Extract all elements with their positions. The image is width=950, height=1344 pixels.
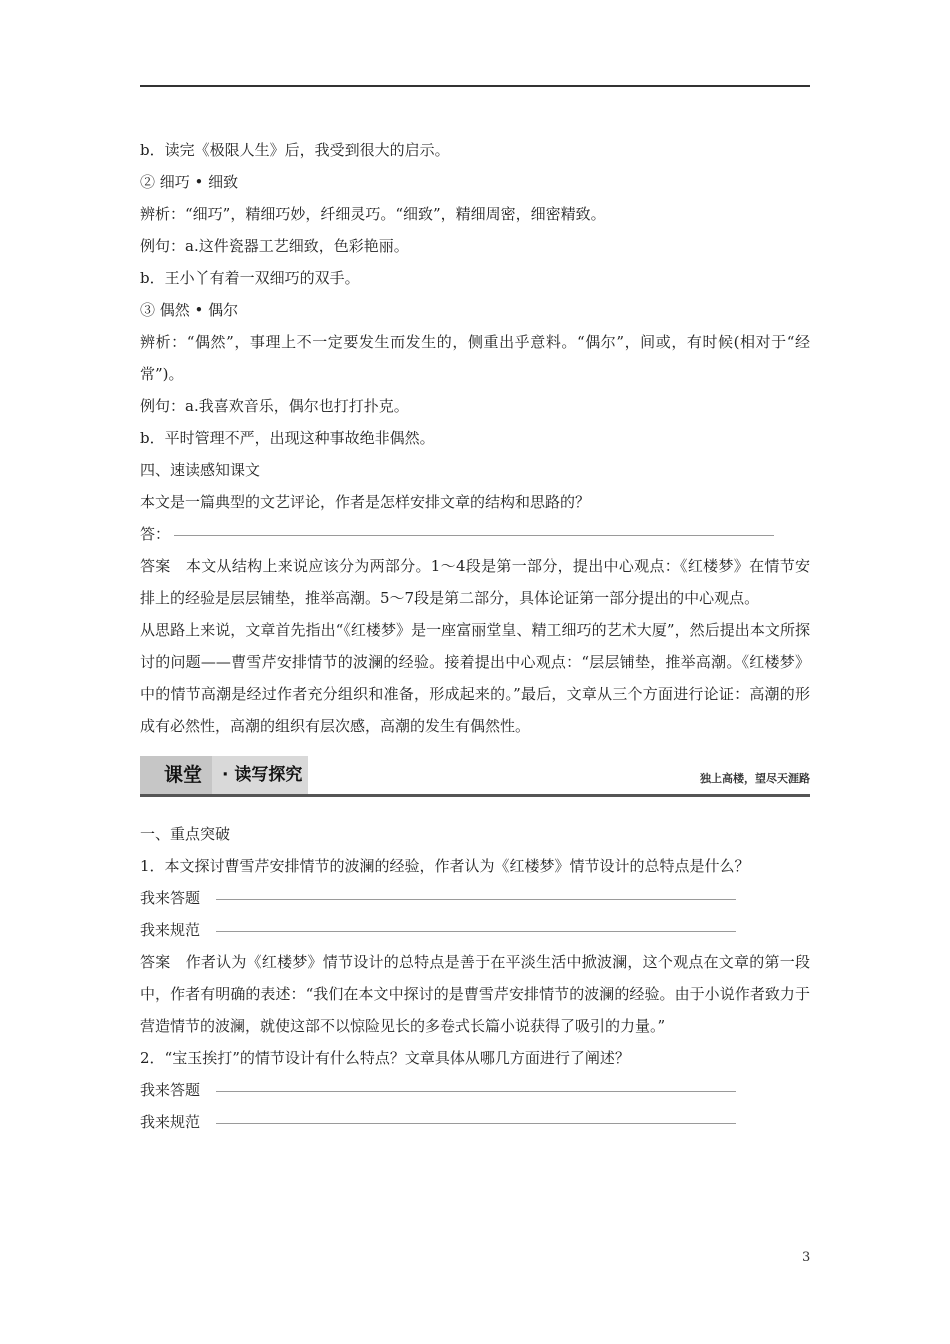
answer-paragraph-q1: 答案 作者认为《红楼梦》情节设计的总特点是善于在平淡生活中掀波澜，这个观点在文章的第一段中，作者有明确的表述：“我们在本文中探讨的是曹雪芹安排情节的波澜的经验。由于小说作者致力于营造情节的波澜，就使这部不以惊险见长的多卷式长篇小说获得了吸引的力量。” <box>140 953 810 1035</box>
header-rule <box>140 85 810 87</box>
analysis-paragraph: 辨析：“偶然”，事理上不一定要发生而发生的，侧重出乎意料。“偶尔”，间或，有时候(相对于“经常”)。 <box>140 333 810 383</box>
answer-row <box>140 882 810 914</box>
my-answer-label: 我来答题 <box>140 1081 201 1099</box>
text-line: 例句：a.我喜欢音乐，偶尔也打打扑克。 <box>140 397 409 415</box>
my-standard-blank[interactable] <box>216 931 736 932</box>
answer-row <box>140 1074 810 1106</box>
my-standard-blank[interactable] <box>216 1123 736 1124</box>
section-heading-focus: 一、重点突破 <box>140 825 231 843</box>
my-answer-blank[interactable] <box>216 1091 736 1092</box>
my-answer-label: 我来答题 <box>140 889 201 907</box>
banner-rule <box>140 794 810 797</box>
answer-blank[interactable] <box>174 535 774 536</box>
text-line: 辨析：“细巧”，精细巧妙，纤细灵巧。“细致”，精细周密，细密精致。 <box>140 205 606 223</box>
answer-paragraph: 答案 本文从结构上来说应该分为两部分。1～4段是第一部分，提出中心观点：《红楼梦》在情节安排上的经验是层层铺垫，推举高潮。5～7段是第二部分，具体论证第一部分提出的中心观点。 <box>140 557 810 607</box>
term-heading-ouran: ③ 偶然 • 偶尔 <box>140 301 239 319</box>
term-heading-xiqiao: ② 细巧 • 细致 <box>140 173 239 191</box>
section-heading-4: 四、速读感知课文 <box>140 461 261 479</box>
question-2: 2．“宝玉挨打”的情节设计有什么特点？文章具体从哪几方面进行了阐述？ <box>140 1049 630 1067</box>
answer-prompt: 答： <box>140 525 171 543</box>
standard-row <box>140 914 810 946</box>
section-banner <box>140 756 810 800</box>
page-content <box>140 134 810 1138</box>
text-line: b．王小丫有着一双细巧的双手。 <box>140 269 360 287</box>
my-standard-label: 我来规范 <box>140 1113 201 1131</box>
banner-subtitle: · 读写探究 <box>222 765 303 785</box>
question-1: 1．本文探讨曹雪芹安排情节的波澜的经验，作者认为《红楼梦》情节设计的总特点是什么？ <box>140 857 750 875</box>
text-line: b．读完《极限人生》后，我受到很大的启示。 <box>140 141 450 159</box>
text-line: 例句：a.这件瓷器工艺细致，色彩艳丽。 <box>140 237 409 255</box>
question-text: 本文是一篇典型的文艺评论，作者是怎样安排文章的结构和思路的？ <box>140 493 591 511</box>
answer-line <box>140 518 810 550</box>
answer-paragraph: 从思路上来说，文章首先指出“《红楼梦》是一座富丽堂皇、精工细巧的艺术大厦”，然后提出本文所探讨的问题——曹雪芹安排情节的波澜的经验。接着提出中心观点：“层层铺垫，推举高潮。《红楼梦》中的情节高潮是经过作者充分组织和准备，形成起来的。”最后，文章从三个方面进行论证：高潮的形成有必然性，高潮的组织有层次感，高潮的发生有偶然性。 <box>140 621 810 735</box>
standard-row <box>140 1106 810 1138</box>
banner-title: 课堂 <box>164 764 203 786</box>
my-standard-label: 我来规范 <box>140 921 201 939</box>
page-number: 3 <box>802 1250 811 1265</box>
banner-motto: 独上高楼，望尽天涯路 <box>700 772 810 785</box>
text-line: b．平时管理不严，出现这种事故绝非偶然。 <box>140 429 435 447</box>
my-answer-blank[interactable] <box>216 899 736 900</box>
